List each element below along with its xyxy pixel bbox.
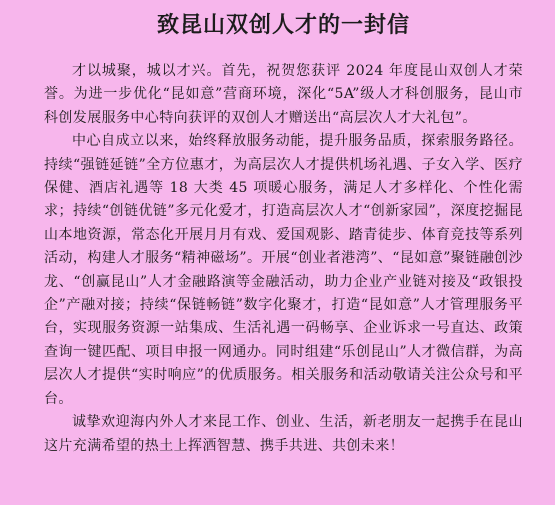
letter-paragraph-1: 才以城聚，城以才兴。首先，祝贺您获评 2024 年度昆山双创人才荣誉。为进一步优化“昆如意”营商环境，深化“5A”级人才科创服务，昆山市科创发展服务中心特向获评的双创人才赠送出“高层次人才大礼包”。 [44,63,523,126]
letter-paragraph-2: 中心自成立以来，始终释放服务动能，提升服务品质，探索服务路径。持续“强链延链”全方位惠才，为高层次人才提供机场礼遇、子女入学、医疗保健、酒店礼遇等 18 大类 45 项暖心服务，满足人才多样化、个性化需求；持续“创链优链”多元化爱才，打造高层次人才“创新家园”，深度挖掘昆山本地资源，常态化开展月月有戏、爱国观影、踏青徒步、体育竞技等系列活动，构建人才服务“精神磁场”。开展“创业者港湾”、“昆如意”聚链融创沙龙、“创赢昆山”人才金融路演等金融活动，助力企业产业链对接及“政银投企”产融对接；持续“保链畅链”数字化聚才，打造“昆如意”人才管理服务平台，实现服务资源一站集成、生活礼遇一码畅享、企业诉求一号直达、政策查询一键匹配、项目申报一网通办。同时组建“乐创昆山”人才微信群，为高层次人才提供“实时响应”的优质服务。相关服务和活动敬请关注公众号和平台。 [44,133,523,407]
letter-title: 致昆山双创人才的一封信 [156,12,410,38]
letter-paragraph-3: 诚挚欢迎海内外人才来昆工作、创业、生活，新老朋友一起携手在昆山这片充满希望的热土上挥洒智慧、携手共进、共创未来！ [44,414,523,454]
